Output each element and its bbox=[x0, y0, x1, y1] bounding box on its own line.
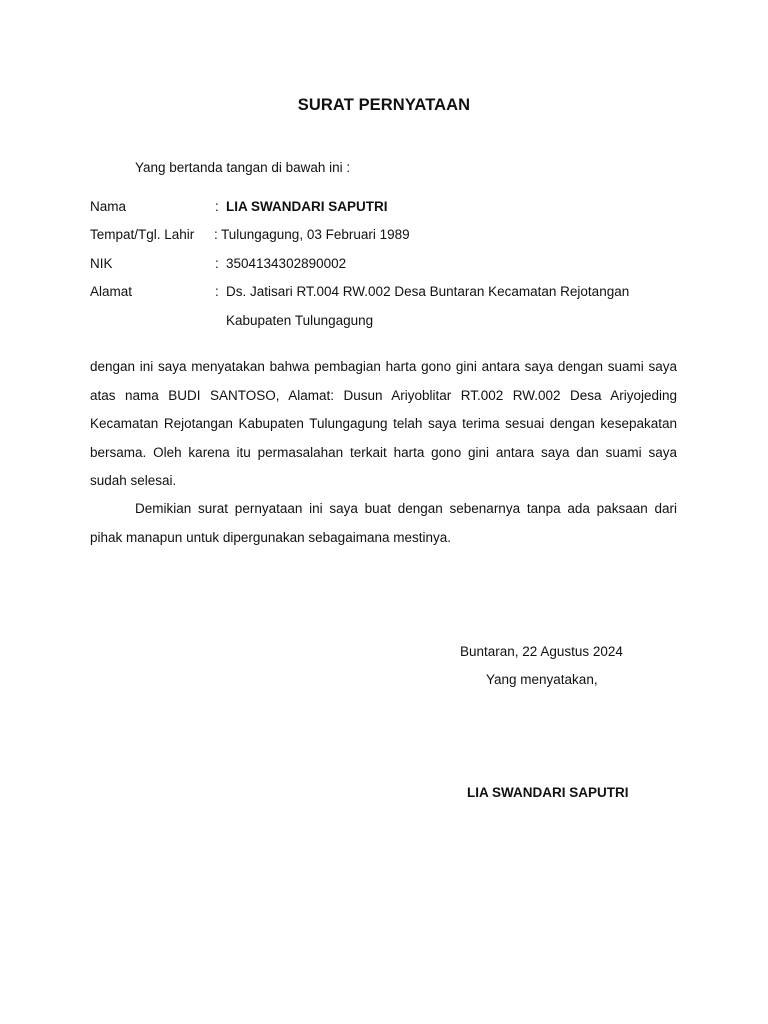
closing-paragraph: Demikian surat pernyataan ini saya buat dengan sebenarnya tanpa ada paksaan dari pihak manapun untuk dipergunakan sebagaimana mestinya. bbox=[90, 501, 677, 545]
signature-name: LIA SWANDARI SAPUTRI bbox=[467, 785, 629, 800]
field-nik-label: NIK bbox=[90, 256, 113, 271]
field-alamat-value: Ds. Jatisari RT.004 RW.002 Desa Buntaran Kecamatan Rejotangan bbox=[226, 284, 630, 299]
document-title: SURAT PERNYATAAN bbox=[297, 96, 471, 114]
field-nama-label: Nama bbox=[90, 199, 127, 214]
field-tempat-value: Tulungagung, 03 Februari 1989 bbox=[221, 227, 410, 242]
field-nik-colon: : bbox=[215, 256, 219, 271]
field-alamat-colon: : bbox=[215, 284, 219, 299]
intro-text: Yang bertanda tangan di bawah ini : bbox=[135, 160, 351, 175]
signature-place-date: Buntaran, 22 Agustus 2024 bbox=[460, 644, 623, 659]
field-tempat bbox=[90, 227, 690, 247]
field-nama-colon: : bbox=[215, 199, 219, 214]
field-alamat-label: Alamat bbox=[90, 284, 133, 299]
field-nama bbox=[90, 199, 690, 219]
field-nik-value: 3504134302890002 bbox=[226, 256, 347, 271]
field-tempat-colon: : bbox=[214, 227, 218, 242]
field-alamat-value-continued: Kabupaten Tulungagung bbox=[226, 313, 374, 328]
statement-paragraph: dengan ini saya menyatakan bahwa pembagian harta gono gini antara saya dengan suami saya atas nama BUDI SANTOSO, Alamat: Dusun Ariyoblitar RT.002 RW.002 Desa Ariyojeding Kecamatan Rejotangan Kabupaten Tulungagung telah saya terima sesuai dengan kesepakatan bersama. Oleh karena itu permasalahan terkait harta gono gini antara saya dan suami saya sudah selesai. bbox=[90, 359, 677, 488]
signature-role: Yang menyatakan, bbox=[486, 672, 598, 687]
field-alamat bbox=[90, 284, 690, 304]
field-nama-value: LIA SWANDARI SAPUTRI bbox=[226, 199, 388, 214]
field-nik bbox=[90, 256, 690, 276]
field-tempat-label: Tempat/Tgl. Lahir bbox=[90, 227, 195, 242]
